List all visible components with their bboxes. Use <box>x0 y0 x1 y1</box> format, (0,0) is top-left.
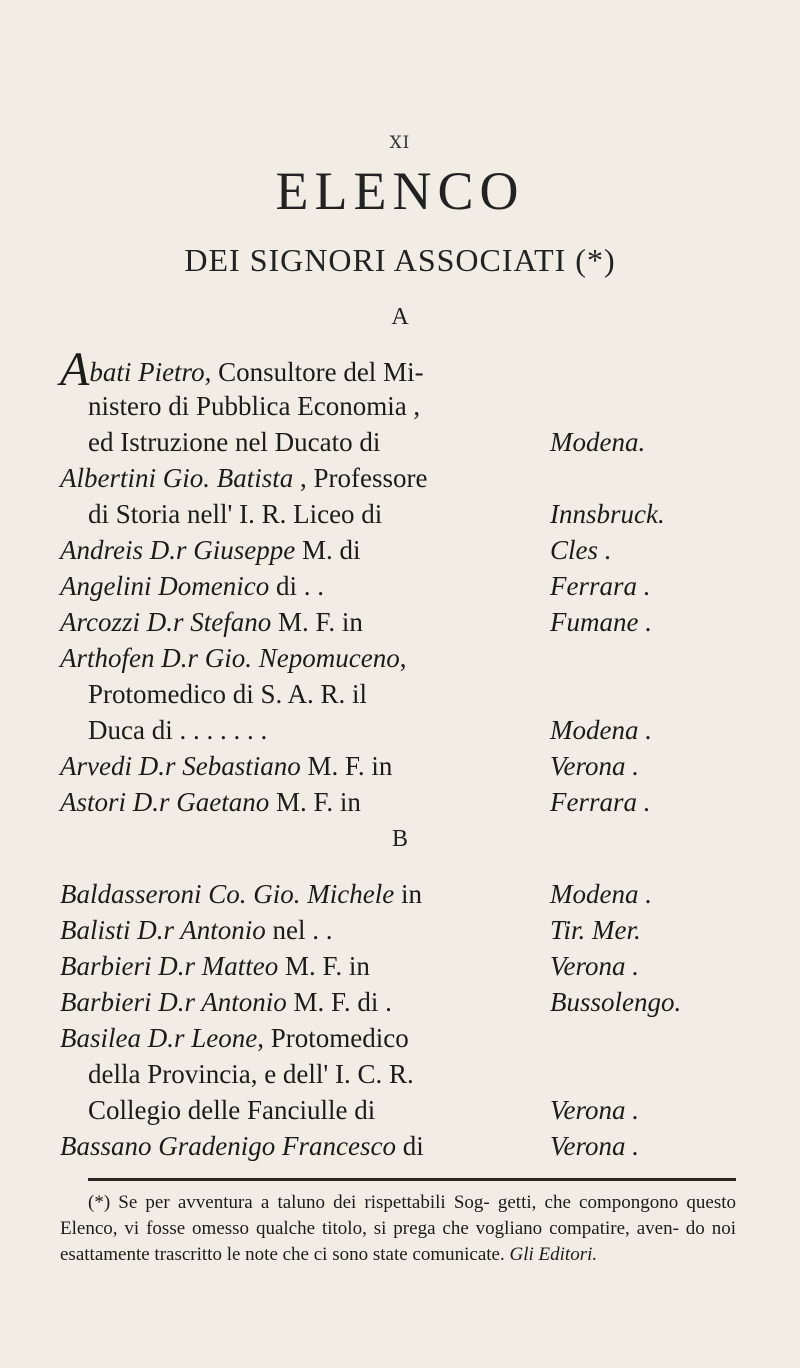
entry-line <box>88 712 778 748</box>
entry-name: Albertini Gio. Batista <box>60 463 294 493</box>
entry-line <box>88 496 778 532</box>
footnote-signature: Gli Editori. <box>509 1244 598 1265</box>
entry-place: Verona . <box>550 1095 639 1125</box>
entry-name: Angelini Domenico <box>60 571 270 601</box>
entry-detail: M. F. in <box>300 751 393 781</box>
entry-detail: della Provincia, e dell' I. C. R. <box>88 1059 414 1089</box>
entry-detail: di Storia nell' I. R. Liceo di <box>88 499 383 529</box>
entry-line <box>88 424 778 460</box>
entry-name: Barbieri D.r Antonio <box>60 987 287 1017</box>
entry-detail: , Consultore del Mi- <box>204 357 424 387</box>
section-letter-b: B <box>391 826 408 852</box>
entry-detail: nistero di Pubblica Economia , <box>88 391 421 421</box>
section-letter-a: A <box>391 304 409 330</box>
entry-detail: M. F. in <box>278 951 370 981</box>
page-title: ELENCO <box>275 161 525 221</box>
entry-line <box>60 1020 750 1056</box>
entry-line <box>88 1056 778 1092</box>
entry-detail: M. F. in <box>271 607 363 637</box>
entry-line <box>60 532 750 568</box>
entry-detail: , <box>399 643 407 673</box>
entry-place: Ferrara . <box>550 787 651 817</box>
entry-name: Astori D.r Gaetano <box>60 787 270 817</box>
entry-name: Barbieri D.r Matteo <box>60 951 279 981</box>
entry-name: Baldasseroni Co. Gio. Michele <box>60 879 395 909</box>
footnote-rule <box>88 1178 736 1181</box>
entry-line <box>88 1092 778 1128</box>
entry-detail: di <box>395 1131 424 1161</box>
entry-detail: M. F. in <box>269 787 361 817</box>
entry-place: Cles . <box>550 535 612 565</box>
entry-detail: nel . . <box>265 915 333 945</box>
entry-name: Andreis D.r Giuseppe <box>60 535 296 565</box>
page-subtitle: DEI SIGNORI ASSOCIATI (*) <box>184 242 616 278</box>
entry-line <box>60 912 750 948</box>
entry-name: Bassano Gradenigo Francesco <box>60 1131 396 1161</box>
entry-detail: , Protomedico <box>257 1023 409 1053</box>
entry-detail: M. F. di . <box>286 987 392 1017</box>
entry-place: Modena. <box>550 427 646 457</box>
page-number: XI <box>389 133 411 153</box>
entry-line <box>60 460 750 496</box>
entry-name: Basilea D.r Leone <box>60 1023 258 1053</box>
entry-line <box>88 388 778 424</box>
entry-detail: di . . <box>269 571 324 601</box>
entry-detail: Protomedico di S. A. R. il <box>88 679 368 709</box>
entry-place: Fumane . <box>550 607 652 637</box>
entry-place: Modena . <box>550 879 652 909</box>
entry-line <box>60 1128 750 1164</box>
entry-line <box>88 676 778 712</box>
entry-name: bati Pietro <box>89 357 205 387</box>
entry-line <box>60 948 750 984</box>
entry-place: Ferrara . <box>550 571 651 601</box>
entry-name: Arthofen D.r Gio. Nepomuceno <box>60 643 400 673</box>
entry-place: Verona . <box>550 951 639 981</box>
entry-place: Bussolengo. <box>550 987 682 1017</box>
footnote-text: (*) Se per avventura a taluno dei rispettabili Sog- getti, che compongono questo Elenco, vi fosse omesso qualche titolo, si prega che vogliano compatire, aven- do noi esattamente trascritto le note che ci sono state comunicate. <box>60 1192 736 1265</box>
entry-name: Arcozzi D.r Stefano <box>60 607 272 637</box>
entry-detail: Duca di . . . . . . . <box>88 715 268 745</box>
entry-detail: , Professore <box>293 463 428 493</box>
entry-detail: Collegio delle Fanciulle di <box>88 1095 376 1125</box>
entry-name: Arvedi D.r Sebastiano <box>60 751 301 781</box>
entry-line <box>60 640 750 676</box>
entry-line <box>60 748 750 784</box>
footnote <box>60 1190 736 1268</box>
entry-place: Modena . <box>550 715 652 745</box>
entry-detail: ed Istruzione nel Ducato di <box>88 427 381 457</box>
entry-place: Innsbruck. <box>550 499 665 529</box>
entry-place: Verona . <box>550 1131 639 1161</box>
entry-detail: in <box>394 879 422 909</box>
entry-name: Balisti D.r Antonio <box>60 915 266 945</box>
entry-place: Verona . <box>550 751 639 781</box>
drop-cap: A <box>60 343 90 396</box>
entry-line <box>60 343 750 396</box>
entry-place: Tir. Mer. <box>550 915 641 945</box>
entry-detail: M. di <box>295 535 361 565</box>
